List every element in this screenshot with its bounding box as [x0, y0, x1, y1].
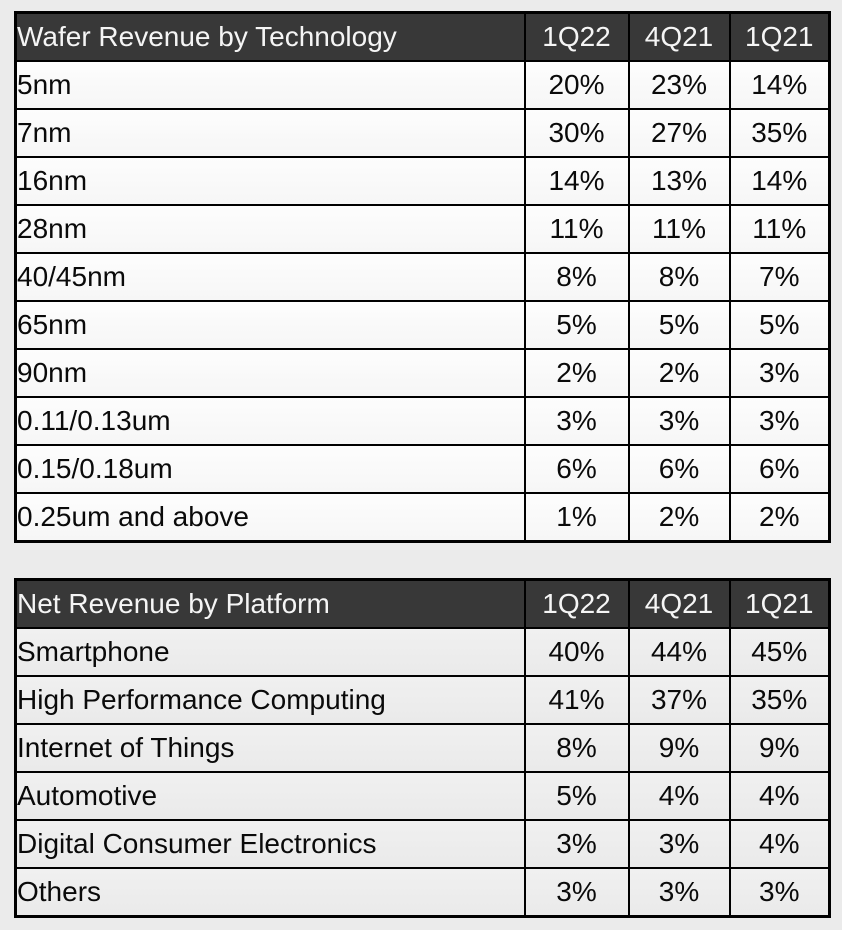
table-row: [16, 820, 830, 868]
net-revenue-by-platform-table: [14, 578, 831, 918]
table-row: [16, 205, 830, 253]
cell-value: 5%: [730, 301, 830, 349]
cell-value: 5%: [525, 301, 629, 349]
table-row: [16, 349, 830, 397]
cell-value: 27%: [629, 109, 730, 157]
cell-value: 5%: [629, 301, 730, 349]
cell-value: 1%: [525, 493, 629, 542]
column-header-1q21: 1Q21: [730, 13, 830, 62]
table-header-row: [16, 13, 830, 62]
table-row: [16, 445, 830, 493]
cell-value: 11%: [730, 205, 830, 253]
table-row: [16, 61, 830, 109]
cell-value: 8%: [525, 724, 629, 772]
row-label: Smartphone: [16, 628, 525, 676]
cell-value: 35%: [730, 676, 830, 724]
cell-value: 4%: [629, 772, 730, 820]
cell-value: 44%: [629, 628, 730, 676]
cell-value: 3%: [629, 397, 730, 445]
cell-value: 3%: [525, 868, 629, 917]
cell-value: 3%: [730, 349, 830, 397]
cell-value: 11%: [525, 205, 629, 253]
cell-value: 14%: [525, 157, 629, 205]
column-header-1q22: 1Q22: [525, 580, 629, 629]
cell-value: 13%: [629, 157, 730, 205]
cell-value: 3%: [629, 868, 730, 917]
table-row: [16, 253, 830, 301]
cell-value: 3%: [730, 397, 830, 445]
cell-value: 30%: [525, 109, 629, 157]
column-header-1q21: 1Q21: [730, 580, 830, 629]
table-title: Wafer Revenue by Technology: [16, 13, 525, 62]
wafer-revenue-by-technology-table: [14, 11, 831, 543]
row-label: High Performance Computing: [16, 676, 525, 724]
column-header-4q21: 4Q21: [629, 13, 730, 62]
cell-value: 8%: [629, 253, 730, 301]
row-label: 90nm: [16, 349, 525, 397]
table-row: [16, 724, 830, 772]
table-row: [16, 301, 830, 349]
cell-value: 5%: [525, 772, 629, 820]
table-title: Net Revenue by Platform: [16, 580, 525, 629]
row-label: Digital Consumer Electronics: [16, 820, 525, 868]
cell-value: 45%: [730, 628, 830, 676]
row-label: 65nm: [16, 301, 525, 349]
column-header-4q21: 4Q21: [629, 580, 730, 629]
table-row: [16, 868, 830, 917]
cell-value: 3%: [730, 868, 830, 917]
row-label: 5nm: [16, 61, 525, 109]
row-label: Others: [16, 868, 525, 917]
cell-value: 4%: [730, 820, 830, 868]
cell-value: 2%: [730, 493, 830, 542]
cell-value: 2%: [629, 493, 730, 542]
row-label: Internet of Things: [16, 724, 525, 772]
cell-value: 23%: [629, 61, 730, 109]
table-header-row: [16, 580, 830, 629]
cell-value: 14%: [730, 157, 830, 205]
row-label: 0.25um and above: [16, 493, 525, 542]
cell-value: 9%: [730, 724, 830, 772]
cell-value: 3%: [629, 820, 730, 868]
cell-value: 6%: [525, 445, 629, 493]
cell-value: 4%: [730, 772, 830, 820]
cell-value: 8%: [525, 253, 629, 301]
cell-value: 2%: [629, 349, 730, 397]
row-label: Automotive: [16, 772, 525, 820]
row-label: 7nm: [16, 109, 525, 157]
row-label: 28nm: [16, 205, 525, 253]
cell-value: 20%: [525, 61, 629, 109]
row-label: 16nm: [16, 157, 525, 205]
table-row: [16, 493, 830, 542]
table-row: [16, 109, 830, 157]
cell-value: 7%: [730, 253, 830, 301]
column-header-1q22: 1Q22: [525, 13, 629, 62]
table-row: [16, 397, 830, 445]
cell-value: 6%: [629, 445, 730, 493]
cell-value: 40%: [525, 628, 629, 676]
cell-value: 35%: [730, 109, 830, 157]
cell-value: 6%: [730, 445, 830, 493]
cell-value: 41%: [525, 676, 629, 724]
cell-value: 3%: [525, 820, 629, 868]
cell-value: 9%: [629, 724, 730, 772]
cell-value: 37%: [629, 676, 730, 724]
table-row: [16, 157, 830, 205]
row-label: 0.15/0.18um: [16, 445, 525, 493]
row-label: 0.11/0.13um: [16, 397, 525, 445]
table-row: [16, 772, 830, 820]
table-row: [16, 676, 830, 724]
table-row: [16, 628, 830, 676]
cell-value: 11%: [629, 205, 730, 253]
cell-value: 3%: [525, 397, 629, 445]
cell-value: 14%: [730, 61, 830, 109]
cell-value: 2%: [525, 349, 629, 397]
row-label: 40/45nm: [16, 253, 525, 301]
